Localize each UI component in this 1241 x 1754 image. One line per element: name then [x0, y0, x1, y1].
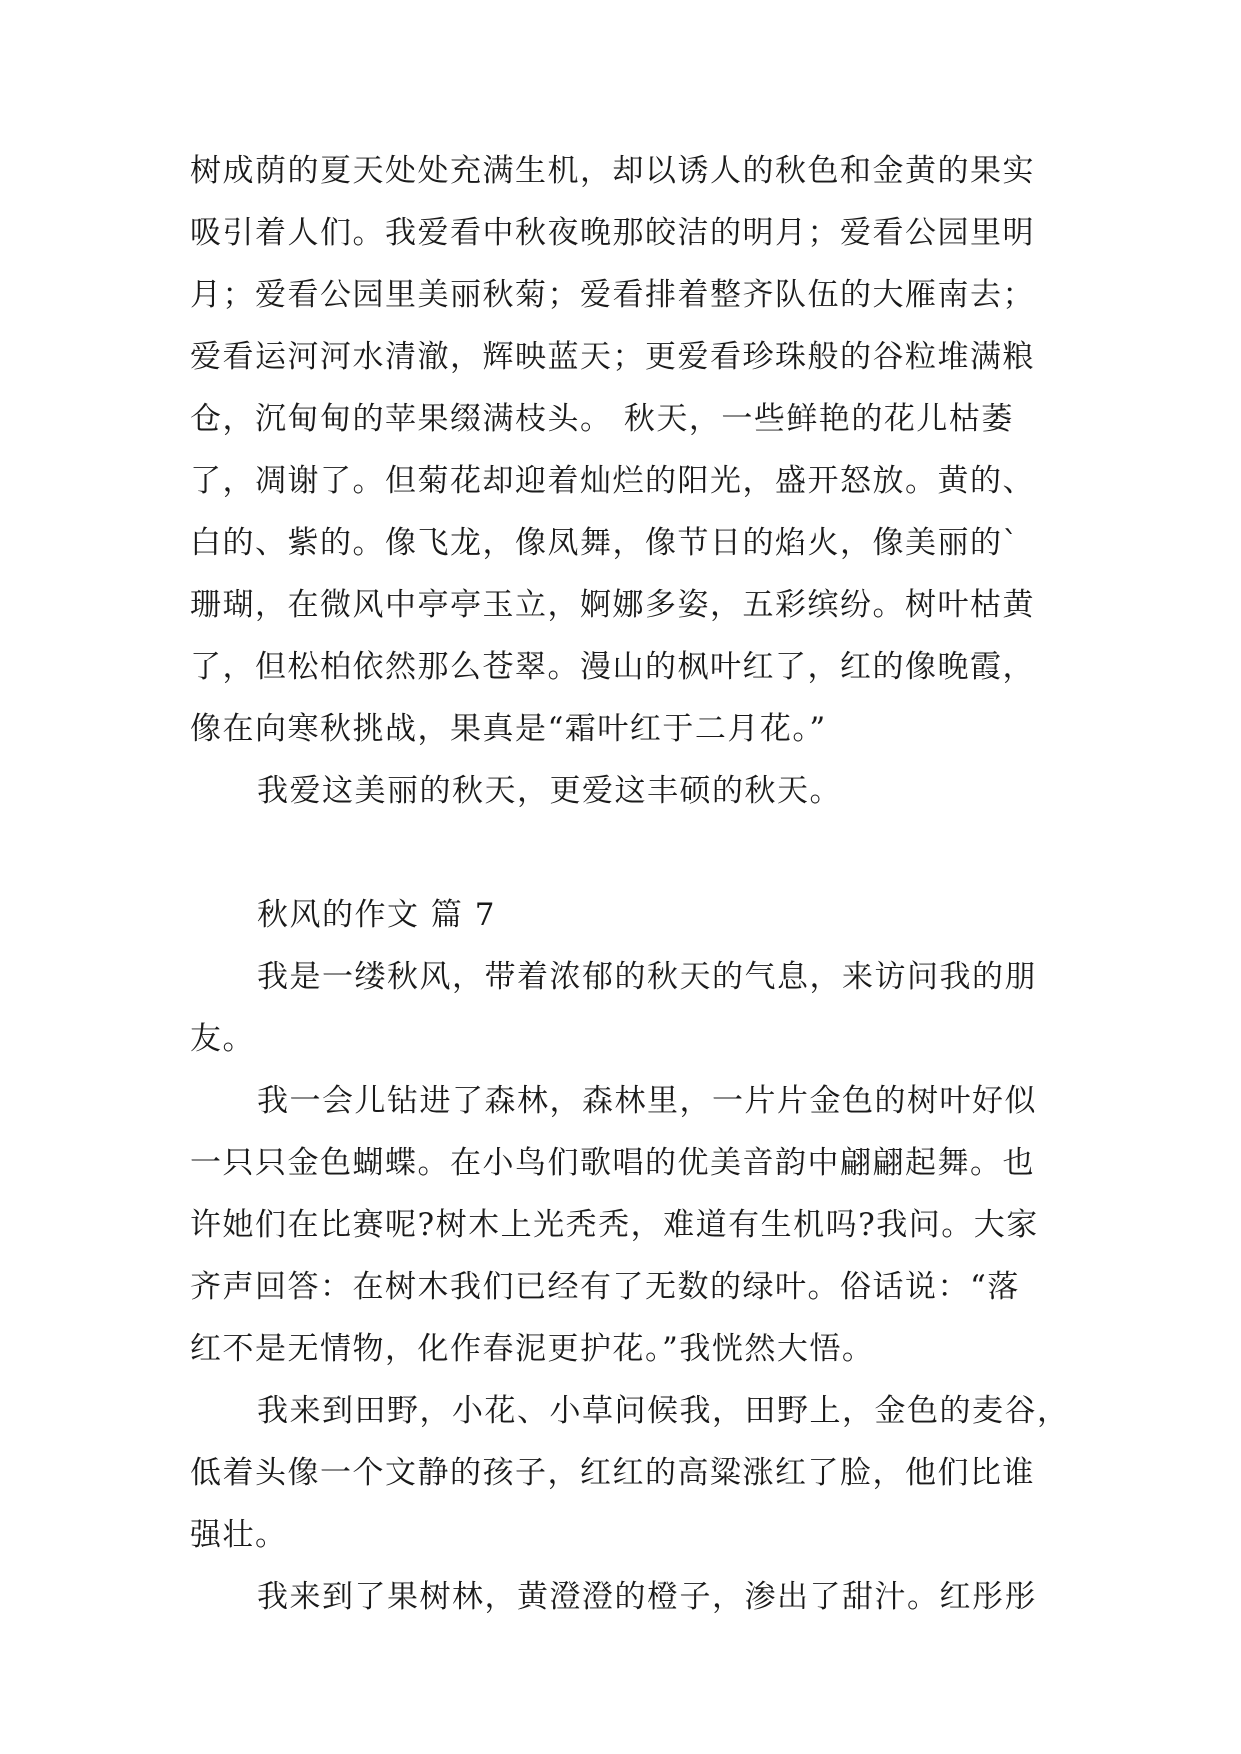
text-line: 红不是无情物，化作春泥更护花。”我恍然大悟。 [190, 1331, 875, 1367]
text-line: 一只只金色蝴蝶。在小鸟们歌唱的优美音韵中翩翩起舞。也 [190, 1145, 1035, 1181]
paragraph-spacer [190, 822, 1052, 884]
text-line: 爱看运河河水清澈，辉映蓝天；更爱看珍珠般的谷粒堆满粮 [190, 339, 1035, 375]
text-line: 我一会儿钻进了森林，森林里，一片片金色的树叶好似 [257, 1083, 1037, 1119]
text-line: 白的、紫的。像飞龙，像凤舞，像节日的焰火，像美丽的` [190, 525, 1020, 561]
text-line: 我来到田野，小花、小草问候我，田野上，金色的麦谷， [257, 1393, 1070, 1429]
text-line: 友。 [190, 1021, 255, 1057]
text-line: 吸引着人们。我爱看中秋夜晚那皎洁的明月；爱看公园里明 [190, 215, 1035, 251]
text-line: 齐声回答：在树木我们已经有了无数的绿叶。俗话说：“落 [190, 1269, 1020, 1305]
text-line: 了，凋谢了。但菊花却迎着灿烂的阳光，盛开怒放。黄的、 [190, 463, 1035, 499]
text-line: 我是一缕秋风，带着浓郁的秋天的气息，来访问我的朋 [257, 959, 1037, 995]
text-line: 月；爱看公园里美丽秋菊；爱看排着整齐队伍的大雁南去； [190, 277, 1035, 313]
text-line: 了，但松柏依然那么苍翠。漫山的枫叶红了，红的像晚霞， [190, 649, 1035, 685]
section-title: 秋风的作文 篇 7 [257, 897, 496, 933]
text-line: 像在向寒秋挑战，果真是“霜叶红于二月花。” [190, 711, 827, 747]
text-line: 许她们在比赛呢?树木上光秃秃，难道有生机吗?我问。大家 [190, 1207, 1039, 1243]
text-line: 珊瑚，在微风中亭亭玉立，婀娜多姿，五彩缤纷。树叶枯黄 [190, 587, 1035, 623]
text-line: 树成荫的夏天处处充满生机，却以诱人的秋色和金黄的果实 [190, 153, 1035, 189]
text-line: 低着头像一个文静的孩子，红红的高粱涨红了脸，他们比谁 [190, 1455, 1035, 1491]
text-line: 我来到了果树林，黄澄澄的橙子，渗出了甜汁。红彤彤 [257, 1579, 1037, 1615]
text-line: 仓，沉甸甸的苹果缀满枝头。 秋天，一些鲜艳的花儿枯萎 [190, 401, 1014, 437]
text-line: 强壮。 [190, 1517, 288, 1553]
closing-line: 我爱这美丽的秋天，更爱这丰硕的秋天。 [257, 773, 842, 809]
document-body [190, 140, 1070, 1628]
